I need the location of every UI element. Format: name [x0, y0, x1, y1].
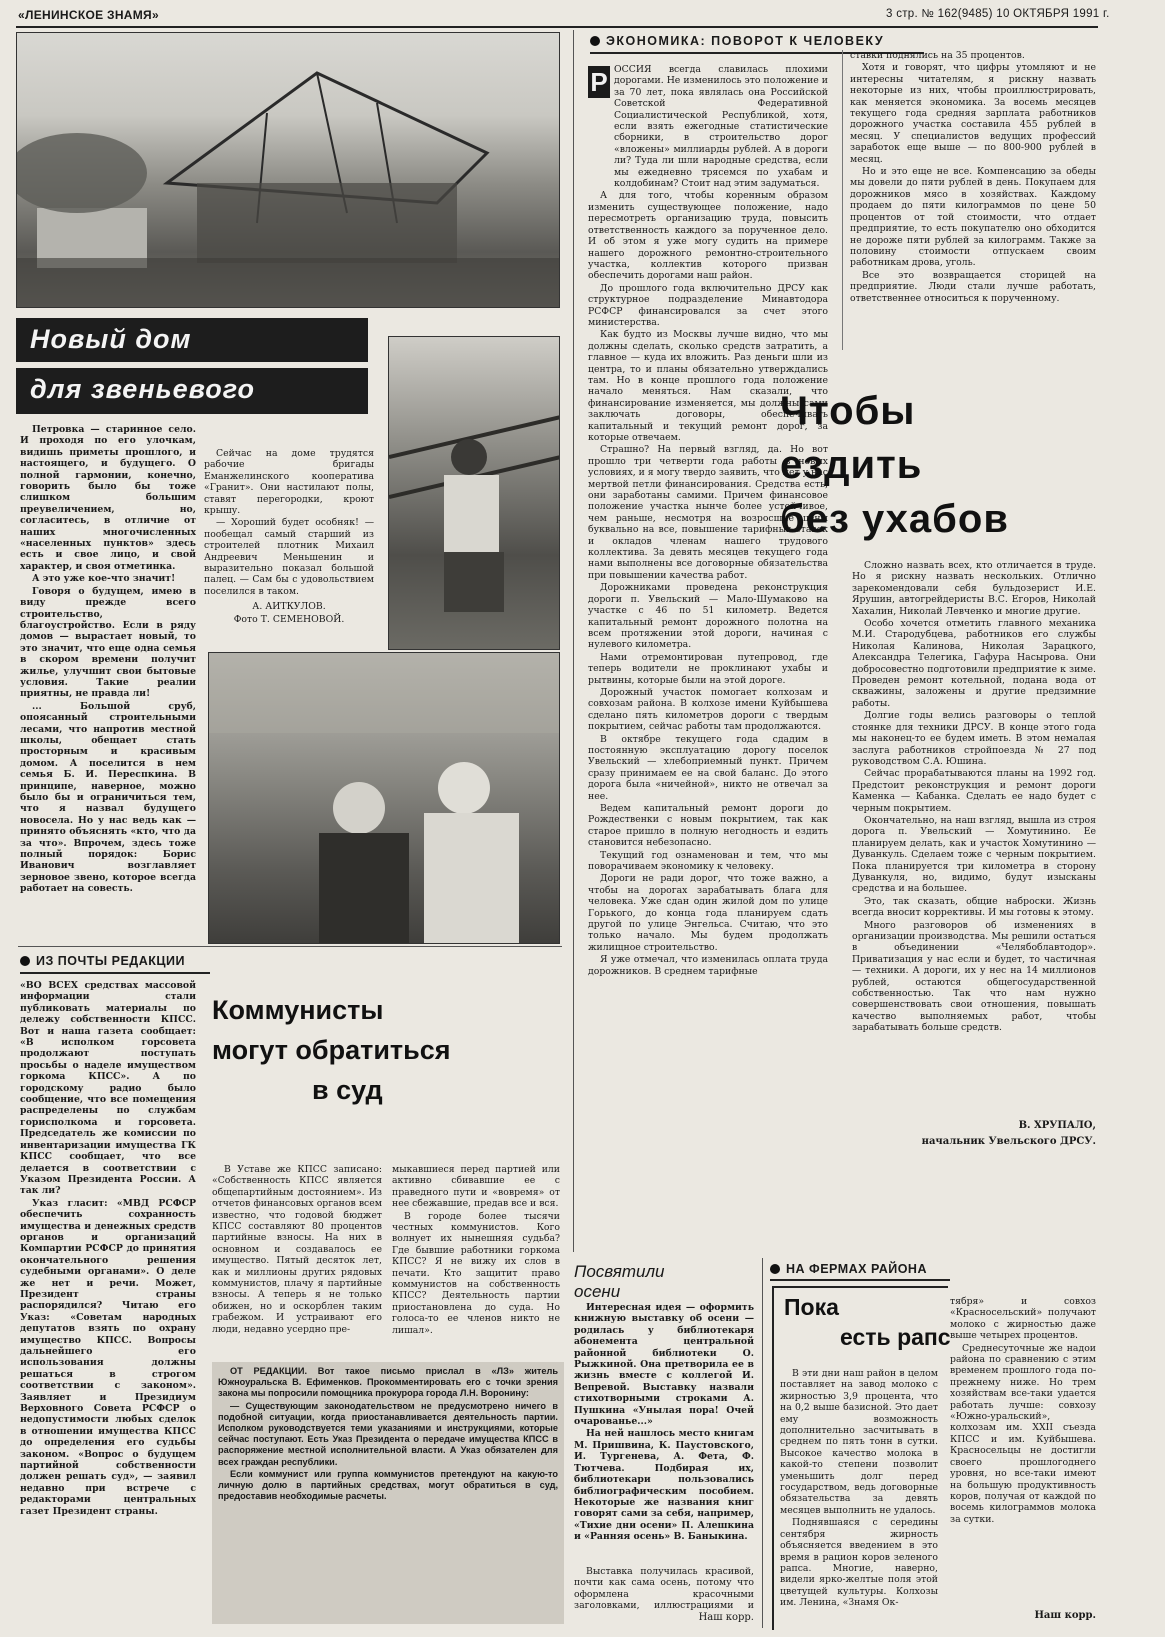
article3-title — [212, 990, 564, 1110]
rubric-bullet-icon — [20, 956, 30, 966]
article1-paragraph: — Хороший будет особняк! — пообещал самый старший из строителей плотник Михаил Андреевич Меньшенин и выразительно показал большой палец. — Сам бы с удовольствием поселился в таком. — [204, 517, 374, 597]
article2-paragraph: Все это возвращается сторицей на предприятие. Люди стали лучше работать, ответственнее относиться к порученному. — [850, 269, 1096, 304]
article2-paragraph: Долгие годы велись разговоры о теплой стоянке для техники ДРСУ. В конце этого года мы наконец-то ее будем иметь. В этом немалая заслуга работников стройпоезда № 27 под руководством С.А. Юшина. — [852, 710, 1096, 767]
article5-column1 — [780, 1368, 938, 1626]
article1-title-line2: для звеньевого — [16, 368, 368, 414]
article1-photo-credit: Фото Т. СЕМЕНОВОЙ. — [233, 613, 345, 625]
article2-paragraph: Как будто из Москвы лучше видно, что мы должны сделать, сколько средств затратить, а главное — куда их вложить. Раз деньги шли из центра, то и планы обязательно утверждались там. Но в конце прошлого года положение начало меняться. Нам сказали, что финансирование изменяется, мы должны сами заключать договоры, обеспечивать капитальный и текущий ремонт дорог, за которые отвечаем. — [588, 329, 828, 443]
article3-editorial-paragraph: Если коммунист или группа коммунистов претендуют на какую-то личную долю в партийных средствах, могут обратиться в суд, предоставив необходимые расчеты. — [218, 1468, 558, 1502]
rubric-mail: ИЗ ПОЧТЫ РЕДАКЦИИ — [20, 954, 185, 968]
article3-paragraph: В городе более тысячи честных коммунистов. Кого волнует их нынешняя судьба? Где бывшие работники горкома КПСС? Я не вижу их слов в печати. Кто защитит право коммунистов на собственность КПСС? Деятельность партии приостановлена до суда. Но голоса-то ее членов никто не лишал». — [392, 1210, 560, 1336]
article4-paragraph: Интересная идея — оформить книжную выставку об осени — родилась у библиотекаря абонемента центральной районной библиотеки О. Рыжкиной. Она претворила ее в жизнь вместе с коллегой И. Вепревой. Выставку назвали стихотворными строками А. Пушкина «Унылая пора! Очей очарованье...» — [574, 1302, 754, 1428]
article2-paragraph: Особо хочется отметить главного механика М.И. Стародубцева, работников его службы Николая Калинова, Николая Зарацкого, Александра Телегика, Гафура Насырова. Они добросовестно подготовили предприятие к зиме. Проведен ремонт котельной, подана вода от скважины, заложены и другие предзимние работы. — [852, 618, 1096, 709]
rubric-economy: ЭКОНОМИКА: ПОВОРОТ К ЧЕЛОВЕКУ — [590, 34, 884, 48]
article4-title-line1: Посвятили — [574, 1262, 665, 1281]
article4-title — [574, 1262, 665, 1302]
article2-column1 — [588, 64, 828, 1250]
article3-column2 — [212, 1164, 382, 1356]
article3-editorial-paragraph: — Существующим законодательством не предусмотрено ничего в подобной ситуации, когда приостанавливается деятельность партии. Исполком руководствуется теми указаниями и инструкциями, которые сейчас поступают. Есть Указ Президента о передаче имущества КПСС в распоряжение местной исполнительной власти. А Указ обязателен для всех граждан республики. — [218, 1400, 558, 1467]
column-divider — [762, 1258, 763, 1628]
article4-paragraph: На ней нашлось место книгам М. Пришвина, К. Паустовского, И. Тургенева, А. Фета, Ф. Тютчева. Подбирая их, библиотекари пользовались библиографическим пособием. Некоторые же названия книг говорят сами за себя, например, «Тихие дни осени» П. Алешкина и «Ранняя осень» В. Баныкина. — [574, 1428, 754, 1543]
article2-paragraph: Это, так сказать, общие наброски. Жизнь всегда вносит коррективы. И мы готовы к этому. — [852, 895, 1096, 919]
rubric-farms: НА ФЕРМАХ РАЙОНА — [770, 1262, 927, 1276]
article5-paragraph: В эти дни наш район в целом поставляет на завод молоко с жирностью 3,9 процента, что на 0,2 выше базисной. Это дает ему возможность дополнительно засчитывать в среднем по пять тонн в сутки. Высокое качество молока в какой-то степени позволит уменьшить долг перед государством, ведь договорные обязательства за девять месяцев выполнить не удалось. — [780, 1368, 938, 1516]
rubric-bullet-icon — [770, 1264, 780, 1274]
article2-paragraph: Окончательно, на наш взгляд, вышла из строя дорога п. Увельский — Хомутинино. Ее планируем делать, как и участок Хомутинино — Дуванкуль. Сделаем тоже с черным покрытием. Пока планируется три километра в сторону Дуванкуля, но, видимо, будут изысканы средства и на большее. — [852, 814, 1096, 895]
article2-paragraph: Сейчас прорабатываются планы на 1992 год. Предстоит реконструкция и ремонт дороги Каменка — Кабанка. Сделать ее надо будет с черным покрытием. — [852, 768, 1096, 814]
article3-paragraph: В Уставе же КПСС записано: «Собственность КПСС является общепартийным достоянием». Из отчетов финансовых органов всем известно, что годовой бюджет КПСС составляют 80 процентов партийные взносы. На них в основном и создавалось ее имущество. Пятый десяток лет, как и миллионы других рядовых коммунистов, плачу я партийные взносы. А теперь я не только обижен, но и оскорблен таким грабежом. И устраивают его люди, недавно усердно пре- — [212, 1164, 382, 1335]
article2-paragraph: До прошлого года включительно ДРСУ как структурное подразделение Минавтодора РСФСР финансировался за счет этого министерства. — [588, 282, 828, 328]
article2-paragraph: ставки поднялись на 35 процентов. — [850, 50, 1025, 61]
article2-paragraph: Хотя и говорят, что цифры утомляют и не интересны читателям, я рискну назвать некоторые из них, чтобы проиллюстрировать, как меняется экономика. За восемь месяцев текущего года средняя зарплата работников дорожного участка составила 455 рублей в месяц. У специалистов ведущих профессий заработок еще выше — по 800-900 рублей в месяц. — [850, 62, 1096, 165]
article2-paragraph: Сложно назвать всех, кто отличается в труде. Но я рискну назвать нескольких. Отлично зарекомендовали себя бульдозерист И.Е. Ярушин, автогрейдеристы В.С. Егоров, Николай Хахалин, Николай Левченко и многие другие. — [852, 560, 1096, 617]
article2-author: В. ХРУПАЛО, — [1018, 1120, 1096, 1131]
house-frame-illustration — [17, 33, 560, 308]
article2-paragraph: Дороги не ради дорог, что тоже важно, а чтобы на дорогах зарабатывать блага для человека. Уже сдан один жилой дом по улице Горького, до конца года планируем сдать другой по улице Энгельса. Считаю, что это только начало. Мы будем продолжать жилищное строительство. — [588, 873, 828, 953]
article3-editorial — [218, 1366, 558, 1622]
article2-paragraph: Текущий год ознаменован и тем, что мы поворачиваем экономику к человеку. — [588, 849, 828, 873]
article3-title-line2: могут обратиться — [212, 1035, 451, 1065]
article4-title-line2: осени — [574, 1282, 621, 1301]
article2-column2-top — [850, 50, 1096, 350]
article1-paragraph: Петровка — старинное село. И проходя по его улочкам, видишь приметы прошлого, и настоящего, и будущего. О полной гармонии, конечно, говорить было бы тоже слишком большим преувеличением, но, согласитесь, в отличие от наших многочисленных «населенных пунктов» здесь есть и свое лицо, и свой характер, и своя отметинка. — [20, 424, 196, 572]
photo-builder-on-roof — [388, 336, 560, 650]
article3-title-line3: в суд — [312, 1075, 383, 1105]
article2-paragraph: Нами отремонтирован путепровод, где теперь водители не проклинают ухабы и рытвины, которые были на этой дороге. — [588, 651, 828, 686]
article5-title-line2: есть рапс — [840, 1324, 951, 1350]
column-divider — [842, 50, 843, 350]
article2-dropcap: Р — [588, 66, 610, 98]
article1-paragraph: ... Большой сруб, опоясанный строительными лесами, что напротив местной школы, обещает стать просторным и красивым домом. А поселится в нем семья Б. И. Переспкина. В принципе, наверное, можно было бы и ограничиться тем, что я назвал будущего новосела. Но у нас ведь как — принято объяснять «кто, что да за что». Впрочем, здесь тоже полный порядок: Борис Иванович возглавляет зерновое звено, которое всегда работает на совесть. — [20, 700, 196, 895]
article1-paragraph: А это уже кое-что значит! — [32, 573, 176, 585]
article1-column2 — [204, 448, 374, 648]
article2-paragraph: Я уже отмечал, что изменилась оплата труда дорожников. В среднем тарифные — [588, 954, 828, 977]
article2-paragraph: В октябре текущего года сдадим в постоянную эксплуатацию дорогу поселок Увельский — хлебоприемный пункт. Причем сразу принимаем ее на свой баланс. До этого дорога была «ничейной», никто не отвечал за нее. — [588, 733, 828, 802]
article4-author: Наш корр. — [698, 1612, 754, 1623]
builder-illustration — [389, 337, 560, 650]
article2-paragraph: Дорожный участок помогает колхозам и совхозам района. В колхозе имени Куйбышева сделано пять километров дороги с твердым покрытием, сейчас работы там продолжаются. — [588, 686, 828, 733]
article5-title-line1: Пока — [784, 1294, 839, 1320]
section-divider — [18, 946, 562, 947]
article2-paragraph: А для того, чтобы коренным образом изменить существующее положение, надо пересмотреть организацию труда, повысить ответственность каждого за порученное дело. И об этом я уже могу судить на примере нашего дорожного ремонтно-строительного участка, коллектив которого призван обеспечить дорогами наш район. — [588, 190, 828, 282]
article4-body — [574, 1302, 754, 1570]
rubric-farms-rule — [770, 1279, 950, 1281]
article2-column2-bottom — [852, 560, 1096, 1116]
masthead-issue: 3 стр. № 162(9485) 10 ОКТЯБРЯ 1991 г. — [886, 8, 1110, 20]
masthead-rule — [16, 26, 1098, 28]
article2-paragraph: Страшно? На первый взгляд, да. Но вот прошло три четверти года работы в новых условиях, и я могу твердо заявить, что нет у нас мертвой петли финансирования. Средства есть, они заработаны самими. Причем финансовое положение участка нынче более устойчивое, чем раньше, несмотря на возросшие цены буквально на все, повышение тарифных ставок и окладов членам нашего трудового коллектива. За девять месяцев текущего года нами выполнены все договорные обязательства при повышении качества работ. — [588, 444, 828, 581]
article2-title — [780, 384, 1009, 546]
article2-paragraph: Дорожниками проведена реконструкция дороги п. Увельский — Мало-Шумаково на участке с 46 по 51 километр. Ведется капитальный ремонт дорожного полотна на всем протяжении этой дороги, начиная с нулевого километра. — [588, 582, 828, 651]
masthead-paper-name: «ЛЕНИНСКОЕ ЗНАМЯ» — [18, 8, 159, 22]
article2-paragraph: Ведем капитальный ремонт дороги до Рождественки с новым покрытием, так как старое пришло в полную негодность и ездить становится небезопасно. — [588, 803, 828, 849]
family-illustration — [209, 653, 560, 944]
rubric-bullet-icon — [590, 36, 600, 46]
article5-paragraph: Среднесуточные же надои района по сравнению с этим временем прошлого года по-прежнему ниже. Но трем хозяйствам все-таки удается работать лучше: совхозу «Южно-уральский», колхозам им. XXII съезда КПСС и им. Куйбышева. Красносельцы не достигли своего прошлогоднего уровня, но все-таки имеют на большую продуктивность коров, получая от каждой по восемь килограммов молока за сутки. — [950, 1342, 1096, 1525]
article5-paragraph: Поднявшаяся с середины сентября жирность объясняется введением в это время в рацион коров зеленого рапса. Многие, наверно, видели ярко-желтые поля этой цветущей культуры. Колхозы им. Ленина, «Знамя Ок- — [780, 1517, 938, 1609]
article1-column1 — [20, 424, 196, 972]
article5-paragraph: тября» и совхоз «Красносельский» получают молоко с жирностью даже выше четырех процентов. — [950, 1296, 1096, 1342]
article1-author: А. АИТКУЛОВ. — [252, 601, 326, 613]
article2-author-post: начальник Увельского ДРСУ. — [921, 1136, 1096, 1147]
article5-column2 — [950, 1296, 1096, 1608]
article2-paragraph: Много разговоров об изменениях в организации производства. Мы решили остаться в объединении «Челябоблавтодор». Приватизация у нас если и будет, то частичная — техники. А дороги, их у нес на 14 миллионов рублей, остаются общегосударственной собственностью. Так что нам нужно совершенствовать свои отношения, повышать качество выполняемых работ, чтобы зарабатывать больше средств. — [852, 919, 1096, 1034]
article2-title-line3: без ухабов — [780, 497, 1009, 541]
article3-paragraph: Указ гласит: «МВД РСФСР обеспечить сохранность имущества и денежных средств органов и организаций Компартии РСФСР до принятия окончательного решения судебными органами». О деле же нет и речи. Может, Президент страны распорядился? Читаю его Указ: «Советам народных депутатов взять по охрану имущество КПСС. Вопросы дальнейшего его использования должны решаться в строгом соответствии с законом». Заявляет и Президиум Верховного Совета РСФСР о недопустимости любых сделок в отношении имущества КПСС до определения его судьбы законом. «Вопрос о будущем партийной собственности должен решать суд», — заявил недавно при встрече с редакторами центральных газет Президент страны. — [20, 1197, 196, 1517]
article3-paragraph: мыкавшиеся перед партией или активно сбивавшие ее с праведного пути и «вовремя» от нее сбежавшие, предав все и вся. — [392, 1164, 560, 1210]
article2-title-line2: ездить — [780, 443, 923, 487]
article3-column1 — [20, 980, 196, 1620]
rubric-mail-rule — [20, 972, 210, 974]
article2-paragraph: ОССИЯ всегда славилась плохими дорогами. Не изменилось это положение и за 70 лет, пока являлась она Российской Советской Федеративной Социалистической Республикой, хотя, если взять ежегодные статистические сборники, в строительство дорог «вложены» миллиарды рублей. А в дороги ли? Туда ли шли народные средства, если мы ежедневно трясемся по ухабам и колдобинам? Стоит над этим задуматься. — [614, 64, 828, 190]
photo-family — [208, 652, 560, 944]
column-divider — [573, 30, 574, 1252]
article1-paragraph: Сейчас на доме трудятся рабочие бригады Еманжелинского кооператива «Гранит». Они настилают полы, ставят перегородки, кроют крышу. — [204, 448, 374, 517]
photo-house-frame — [16, 32, 560, 308]
article2-title-line1: Чтобы — [780, 389, 916, 433]
article1-title-line1: Новый дом — [16, 318, 368, 362]
article3-title-line1: Коммунисты — [212, 995, 384, 1025]
article1-paragraph: Говоря о будущем, имею в виду прежде всего строительство, благоустройство. Если в ряду домов — вырастает новый, то это значит, что еще одна семья в скором времени получит жилье, улучшит свои бытовые условия. Такие реалии приятны, не правда ли! — [20, 585, 196, 700]
article4-body-normal — [574, 1566, 754, 1612]
article3-column3 — [392, 1164, 560, 1356]
article3-paragraph: «ВО ВСЕХ средствах массовой информации стали публиковать материалы по дележу собственности КПСС. Вот и наша газета сообщает: «В исполком горсовета продолжают поступать просьбы о наделе имуществом горкома КПСС». А по городскому радио было сообщение, что все помещения распределены по службам горисполкома и горсовета. Председатель же комиссии по инвентаризации имущества ГК КПСС сообщает, что все делается в соответствии с Указом Президента России. А так ли? — [20, 980, 196, 1197]
article4-paragraph: Выставка получилась красивой, почти как сама осень, потому что оформлена красочными заголовками, иллюстрациями и — [574, 1566, 754, 1612]
article3-editorial-paragraph: ОТ РЕДАКЦИИ. Вот такое письмо прислал в «ЛЗ» житель Южноуральска В. Ефименков. Прокомментировать его с точки зрения закона мы попросили помощника прокурора города Л.Н. Воронину: — [218, 1366, 558, 1399]
article2-paragraph: Но и это еще не все. Компенсацию за обеды мы довели до пяти рублей в день. Покупаем для дорожников мясо в хозяйствах. Каждому продаем до пяти килограммов по цене 50 процентов от той стоимости, что отдает предприятие, то есть покупателю оно обходится не дороже пяти рублей за килограмм. Также за половину стоимости отпускаем своим работникам дрова, уголь. — [850, 166, 1096, 269]
article5-author: Наш корр. — [1034, 1610, 1096, 1621]
